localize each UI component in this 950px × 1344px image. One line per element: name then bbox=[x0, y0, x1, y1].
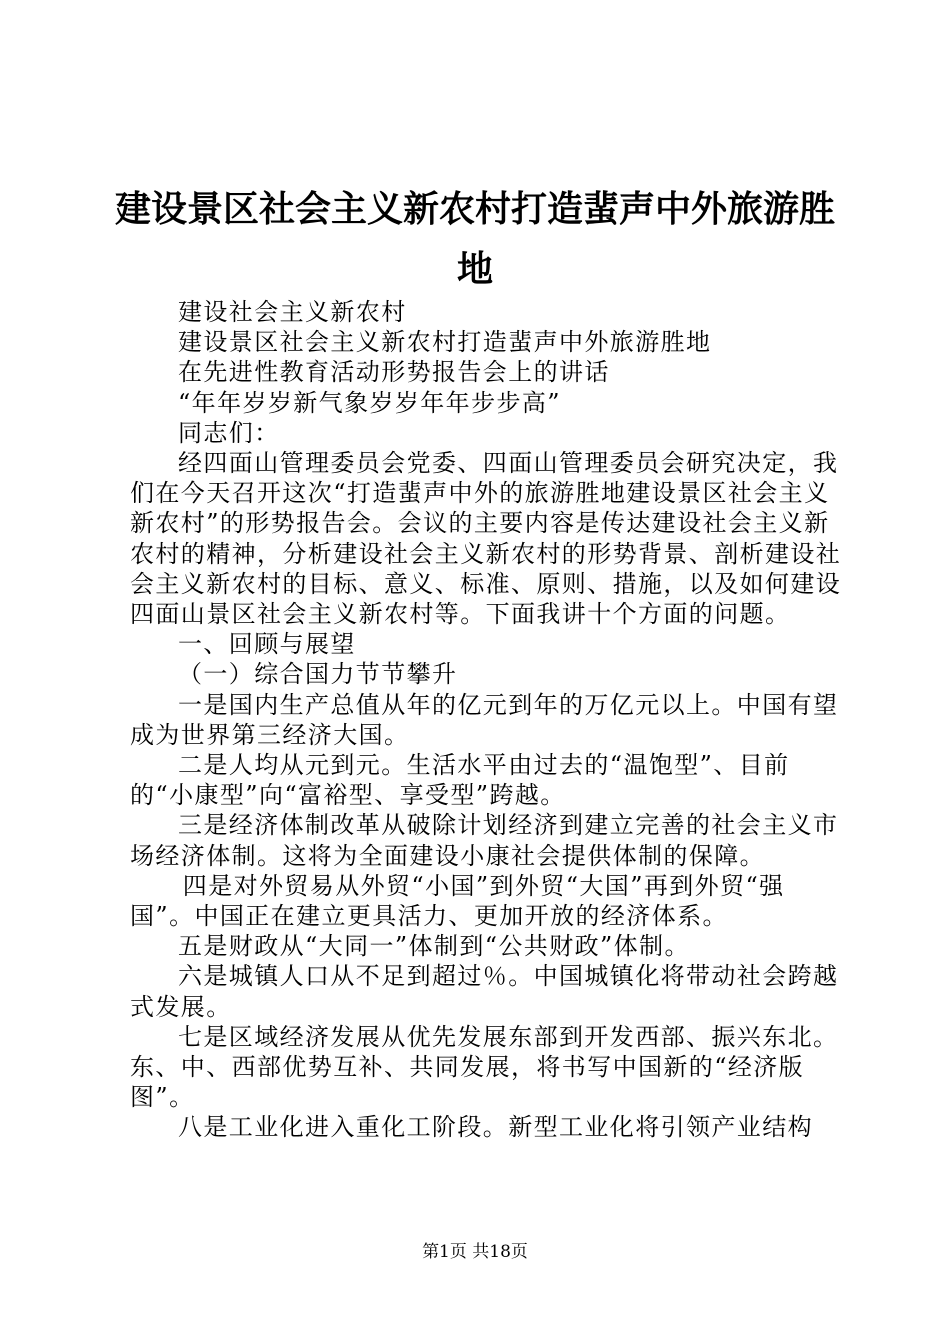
paragraph: 七是区域经济发展从优先发展东部到开发西部、振兴东北。东、中、西部优势互补、共同发展，将书写中国新的“经济版图”。 bbox=[130, 1022, 839, 1112]
document-title-continued: 地 bbox=[456, 248, 493, 290]
paragraph: 二是人均从元到元。生活水平由过去的“温饱型”、目前的“小康型”向“富裕型、享受型”跨越。 bbox=[130, 751, 790, 810]
page-footer: 第1页 共18页 bbox=[422, 1242, 528, 1262]
paragraph: 建设景区社会主义新农村打造蜚声中外旅游胜地 bbox=[178, 328, 712, 357]
paragraph: 六是城镇人口从不足到超过％。中国城镇化将带动社会跨越式发展。 bbox=[130, 962, 839, 1021]
paragraph: 五是财政从“大同一”体制到“公共财政”体制。 bbox=[178, 932, 690, 961]
paragraph: 四是对外贸易从外贸“小国”到外贸“大国”再到外贸“强国”。中国正在建立更具活力、更加开放的经济体系。 bbox=[130, 871, 785, 931]
paragraph: 八是工业化进入重化工阶段。新型工业化将引领产业结构 bbox=[178, 1113, 813, 1142]
paragraph: “年年岁岁新气象岁岁年年步步高” bbox=[178, 388, 561, 417]
paragraph: 一是国内生产总值从年的亿元到年的万亿元以上。中国有望成为世界第三经济大国。 bbox=[130, 690, 839, 749]
subsection-heading: （一）综合国力节节攀升 bbox=[178, 660, 458, 689]
paragraph: 同志们： bbox=[178, 418, 280, 447]
paragraph: 三是经济体制改革从破除计划经济到建立完善的社会主义市场经济体制。这将为全面建设小康社会提供体制的保障。 bbox=[130, 811, 839, 870]
paragraph: 在先进性教育活动形势报告会上的讲话 bbox=[178, 358, 610, 387]
paragraph: 建设社会主义新农村 bbox=[178, 298, 407, 326]
paragraph: 经四面山管理委员会党委、四面山管理委员会研究决定，我们在今天召开这次“打造蜚声中外的旅游胜地建设景区社会主义新农村”的形势报告会。会议的主要内容是传达建设社会主义新农村的精神，分析建设社会主义新农村的形势背景、剖析建设社会主义新农村的目标、意义、标准、原则、措施，以及如何建设四面山景区社会主义新农村等。下面我讲十个方面的问题。 bbox=[130, 449, 842, 629]
document-title: 建设景区社会主义新农村打造蜚声中外旅游胜 bbox=[114, 188, 835, 230]
section-heading: 一、回顾与展望 bbox=[178, 630, 356, 659]
document-body bbox=[130, 297, 842, 1143]
